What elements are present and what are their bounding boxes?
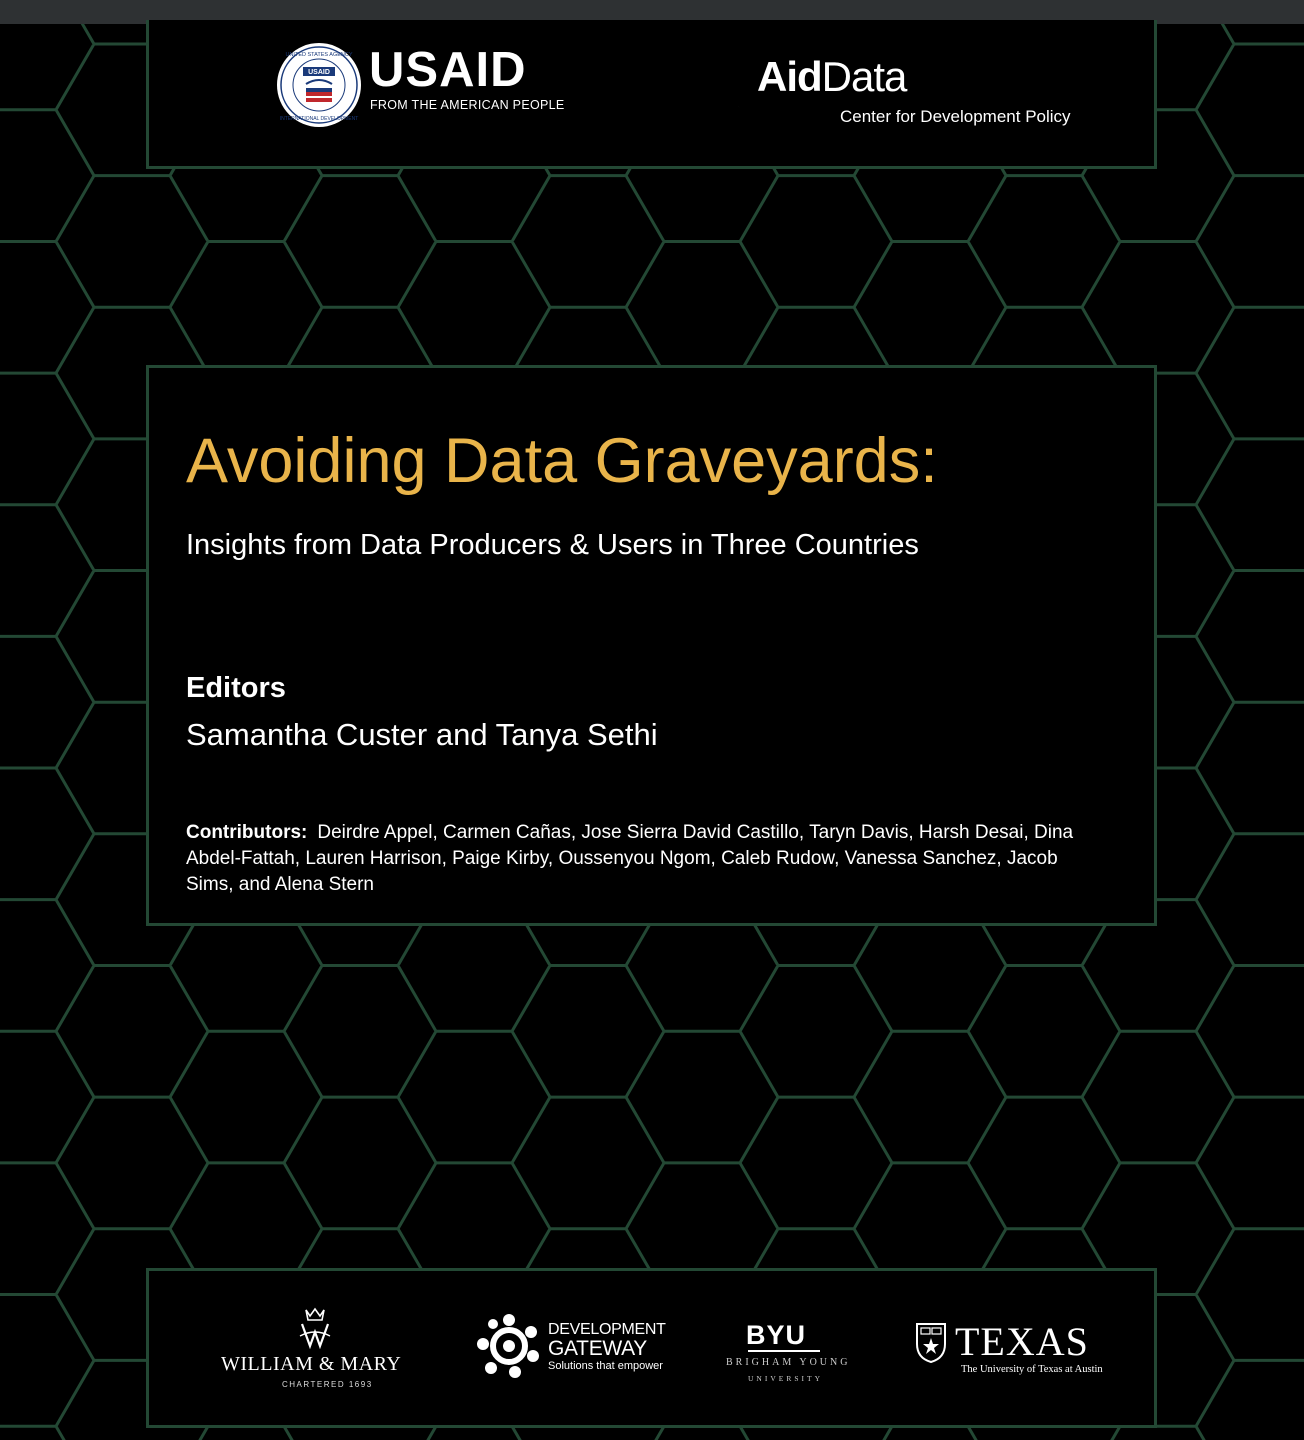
byu-divider [748, 1350, 820, 1352]
texas-shield-icon [915, 1322, 947, 1364]
contributors-block [186, 820, 1106, 898]
byu-line3: UNIVERSITY [748, 1374, 823, 1383]
development-gateway-logo-icon [475, 1312, 543, 1380]
aiddata-wordmark-bold: Aid [757, 53, 822, 100]
development-gateway-line2: GATEWAY [548, 1337, 648, 1360]
contributors-list: Deirdre Appel, Carmen Cañas, Jose Sierra David Castillo, Taryn Davis, Harsh Desai, Dina Abdel-Fattah, Lauren Harrison, Paige Kirby, Oussenyou Ngom, Caleb Rudow, Vanessa Sanchez, Jacob Sims, and Alena Stern [186, 822, 1074, 895]
report-subtitle: Insights from Data Producers & Users in Three Countries [186, 529, 919, 561]
william-mary-name: WILLIAM & MARY [221, 1353, 402, 1375]
byu-wordmark: BYU [746, 1320, 807, 1350]
development-gateway-line1: DEVELOPMENT [548, 1321, 666, 1338]
svg-text:UNITED STATES AGENCY: UNITED STATES AGENCY [285, 52, 353, 58]
usaid-seal-icon [276, 42, 362, 128]
usaid-seal-badge: USAID [308, 69, 330, 76]
aiddata-wordmark [757, 53, 907, 100]
editors-names: Samantha Custer and Tanya Sethi [186, 717, 658, 752]
texas-subtitle: The University of Texas at Austin [961, 1364, 1103, 1375]
byu-line2: BRIGHAM YOUNG [726, 1357, 851, 1368]
editors-heading: Editors [186, 672, 286, 704]
report-title: Avoiding Data Graveyards: [186, 426, 938, 496]
svg-text:INTERNATIONAL DEVELOPMENT: INTERNATIONAL DEVELOPMENT [279, 116, 359, 122]
usaid-tagline: FROM THE AMERICAN PEOPLE [370, 98, 565, 112]
development-gateway-tagline: Solutions that empower [548, 1360, 663, 1372]
aiddata-wordmark-light: Data [821, 53, 907, 100]
aiddata-subtitle: Center for Development Policy [840, 107, 1071, 126]
usaid-wordmark: USAID [369, 43, 527, 97]
texas-wordmark: TEXAS [955, 1319, 1089, 1364]
william-mary-crest-icon [292, 1306, 338, 1352]
contributors-label: Contributors: [186, 822, 308, 843]
william-mary-charter: CHARTERED 1693 [282, 1380, 373, 1389]
